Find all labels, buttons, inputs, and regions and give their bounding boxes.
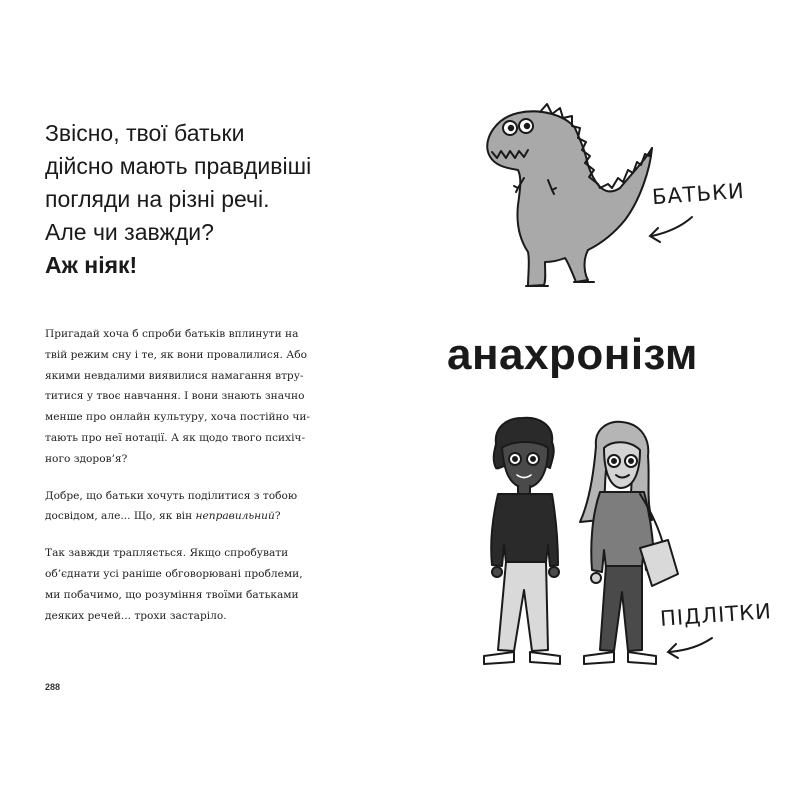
text-line: титися у твоє навчання. І вони знають значно bbox=[45, 390, 305, 403]
intro-line: дійсно мають правдивіші bbox=[45, 153, 312, 179]
text-line: якими невдалими виявилися намагання втру- bbox=[45, 369, 304, 382]
text-line: ного здоров’я? bbox=[45, 452, 128, 465]
teen-boy-illustration bbox=[484, 418, 560, 664]
intro-line: погляди на різні речі. bbox=[45, 186, 270, 212]
arrow-icon bbox=[668, 638, 712, 658]
dinosaur-illustration bbox=[487, 104, 652, 286]
text-segment: ? bbox=[274, 510, 281, 523]
text-segment: досвідом, але... Що, як він bbox=[45, 510, 196, 523]
text-line: Пригадай хоча б спроби батьків вплинути на bbox=[45, 328, 299, 340]
text-line: менше про онлайн культуру, хоча постійно чи- bbox=[45, 411, 310, 424]
intro-line: Але чи завжди? bbox=[45, 219, 214, 245]
page-number: 288 bbox=[45, 682, 61, 692]
intro-line: Звісно, твої батьки bbox=[45, 120, 245, 146]
italic-word: неправильний bbox=[195, 510, 275, 523]
big-word-anachronism: анахронізм bbox=[447, 330, 698, 379]
text-line: ми побачимо, що розуміння твоїми батьками bbox=[45, 588, 299, 601]
text-line: деяких речей... трохи застаріло. bbox=[45, 609, 227, 622]
intro-bold-line: Аж ніяк! bbox=[45, 252, 138, 278]
label-teens: ПІДЛІТКИ bbox=[659, 599, 773, 631]
text-line: Добре, що батьки хочуть поділитися з тобою bbox=[45, 489, 298, 502]
label-parents: БАТЬКИ bbox=[651, 178, 746, 210]
text-line: твій режим сну і те, як вони провалилися. Або bbox=[45, 348, 308, 361]
text-line: Так завжди трапляється. Якщо спробувати bbox=[45, 547, 289, 560]
text-line: об’єднати усі раніше обговорювані проблеми, bbox=[45, 567, 303, 580]
arrow-icon bbox=[650, 217, 692, 242]
text-line: тають про неї нотації. А як щодо твого психіч- bbox=[45, 431, 306, 444]
